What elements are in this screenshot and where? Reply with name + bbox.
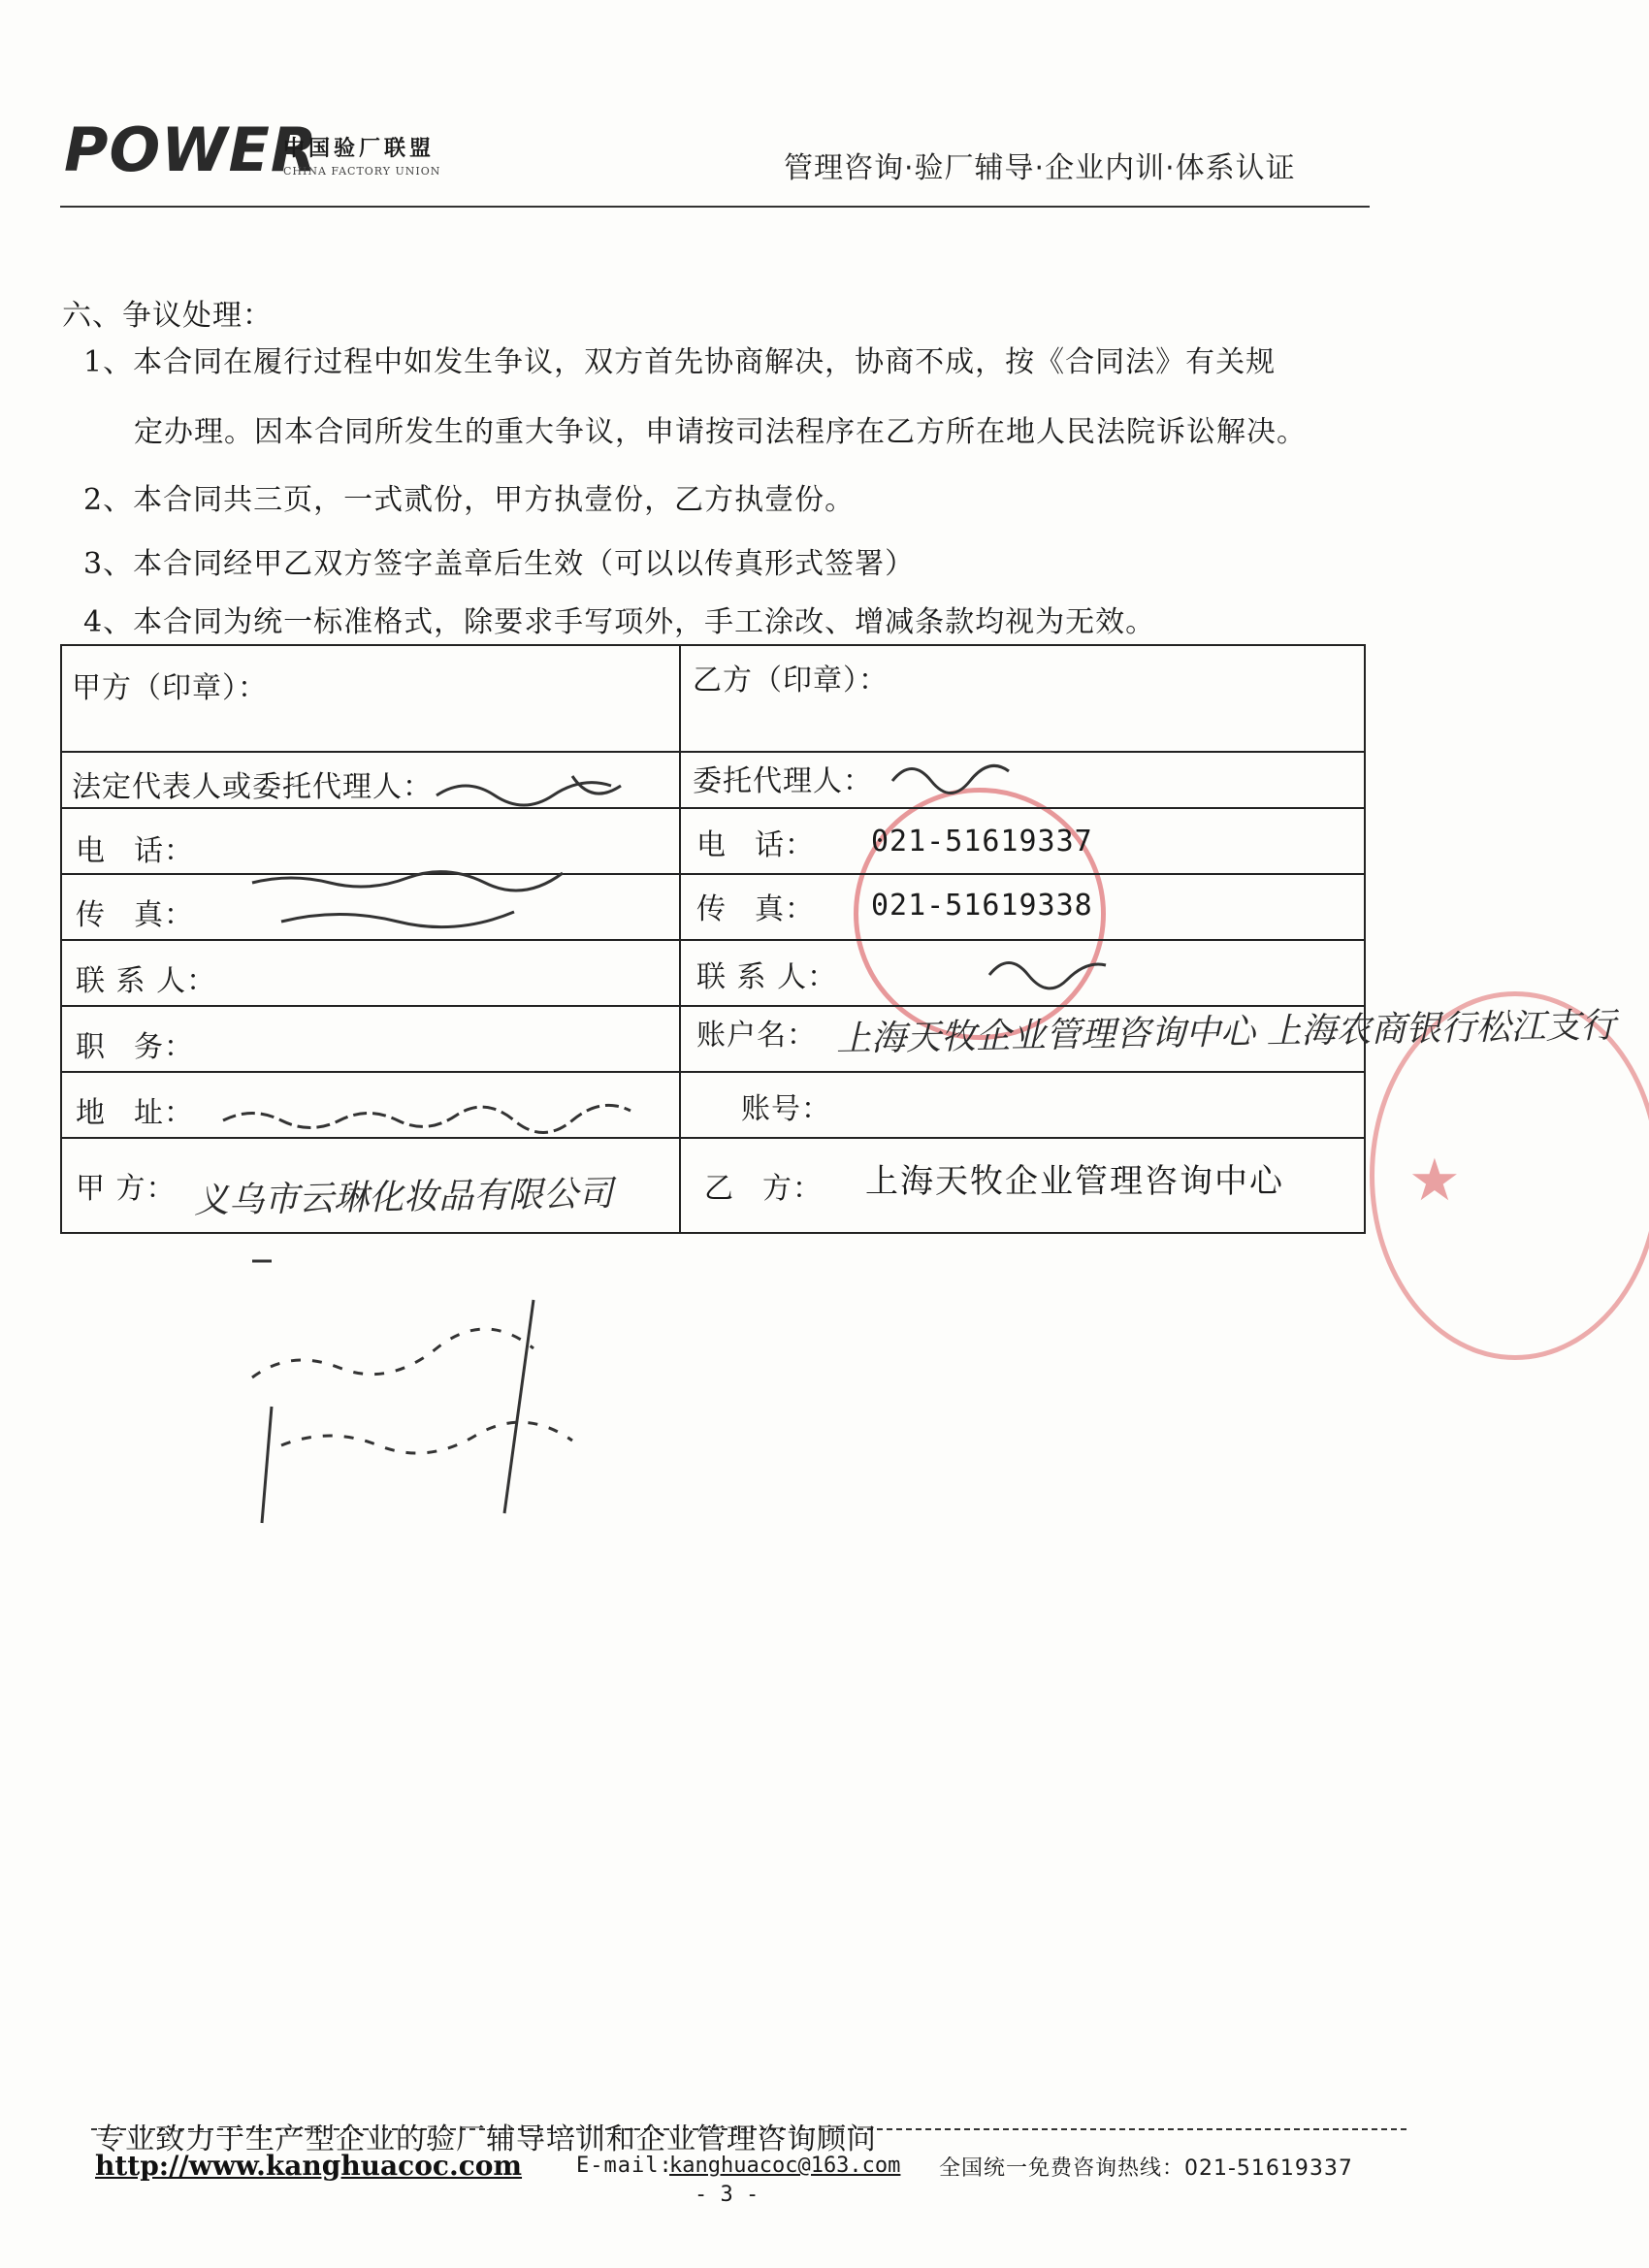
section-heading: 六、争议处理： — [62, 299, 273, 333]
company-logo — [64, 114, 481, 196]
header-services: 管理咨询·验厂辅导·企业内训·体系认证 — [784, 151, 1296, 185]
table-rule — [60, 644, 1366, 646]
party-a-address-label: 地址： — [76, 1096, 194, 1130]
logo-chinese-name: 中国验厂联盟 — [283, 137, 436, 161]
party-b-fax-label: 传真： — [696, 892, 815, 926]
footer-website-link[interactable]: http://www.kanghuacoc.com — [95, 2150, 523, 2182]
redacted-handwriting-representative — [427, 757, 640, 834]
party-b-representative-label: 委托代理人： — [693, 764, 873, 798]
handwritten-party-a-name: 义乌市云琳化妆品有限公司 — [193, 1174, 614, 1221]
redacted-handwriting-address — [213, 1086, 698, 1154]
party-b-phone-value: 021-51619337 — [871, 825, 1093, 859]
logo-wordmark: POWER — [64, 114, 318, 185]
party-b-phone-label: 电话： — [696, 828, 815, 862]
footer-hotline: 全国统一免费咨询热线：021-51619337 — [939, 2156, 1353, 2181]
seal-star-icon: ★ — [1408, 1147, 1461, 1215]
header-divider — [60, 206, 1370, 208]
handwritten-account-name: 上海天牧企业管理咨询中心 上海农商银行松江支行 — [835, 1005, 1616, 1060]
table-rule — [1364, 644, 1366, 1234]
party-a-title-label: 职务： — [76, 1030, 194, 1064]
redacted-handwritten-date — [242, 1242, 611, 1533]
party-b-company-name: 上海天牧企业管理咨询中心 — [865, 1162, 1284, 1201]
table-rule — [60, 1071, 1366, 1073]
party-a-phone-label: 电话： — [76, 834, 194, 868]
table-rule — [60, 644, 62, 1234]
table-rule — [60, 751, 1366, 753]
redacted-handwriting-phone — [242, 834, 630, 931]
clause-4: 4、本合同为统一标准格式，除要求手写项外，手工涂改、增减条款均视为无效。 — [83, 605, 1156, 639]
logo-english-name: CHINA FACTORY UNION — [283, 165, 441, 178]
party-b-label: 乙方： — [704, 1172, 823, 1206]
clause-1-line-2: 定办理。因本合同所发生的重大争议，申请按司法程序在乙方所在地人民法院诉讼解决。 — [134, 415, 1307, 449]
party-b-seal-label: 乙方（印章）： — [693, 664, 889, 697]
party-a-contact-label: 联 系 人： — [76, 964, 217, 998]
clause-3: 3、本合同经甲乙双方签字盖章后生效（可以以传真形式签署） — [83, 547, 916, 581]
redacted-handwriting-contact-b — [980, 941, 1116, 1009]
clause-1-line-1: 1、本合同在履行过程中如发生争议，双方首先协商解决，协商不成，按《合同法》有关规 — [83, 345, 1277, 379]
party-b-fax-value: 021-51619338 — [871, 889, 1093, 923]
party-a-representative-label: 法定代表人或委托代理人： — [72, 770, 433, 804]
table-rule — [60, 939, 1366, 941]
party-b-account-number-label: 账号： — [741, 1092, 831, 1126]
party-a-seal-label: 甲方（印章）： — [72, 671, 268, 705]
page-number: - 3 - — [695, 2183, 760, 2207]
party-a-label: 甲 方： — [76, 1172, 177, 1206]
party-a-fax-label: 传真： — [76, 898, 194, 932]
footer-tagline: 专业致力于生产型企业的验厂辅导培训和企业管理咨询顾问 — [95, 2122, 877, 2156]
footer-email-label: E-mail: — [576, 2154, 673, 2178]
party-b-account-name-label: 账户名： — [696, 1019, 817, 1053]
footer-email-link[interactable]: kanghuacoc@163.com — [669, 2154, 901, 2178]
party-b-contact-label: 联 系 人： — [696, 960, 838, 994]
table-rule — [60, 1232, 1366, 1234]
redacted-handwriting-rep-b — [883, 747, 1028, 805]
table-rule — [60, 807, 1366, 809]
clause-2: 2、本合同共三页，一式贰份，甲方执壹份，乙方执壹份。 — [83, 483, 856, 517]
